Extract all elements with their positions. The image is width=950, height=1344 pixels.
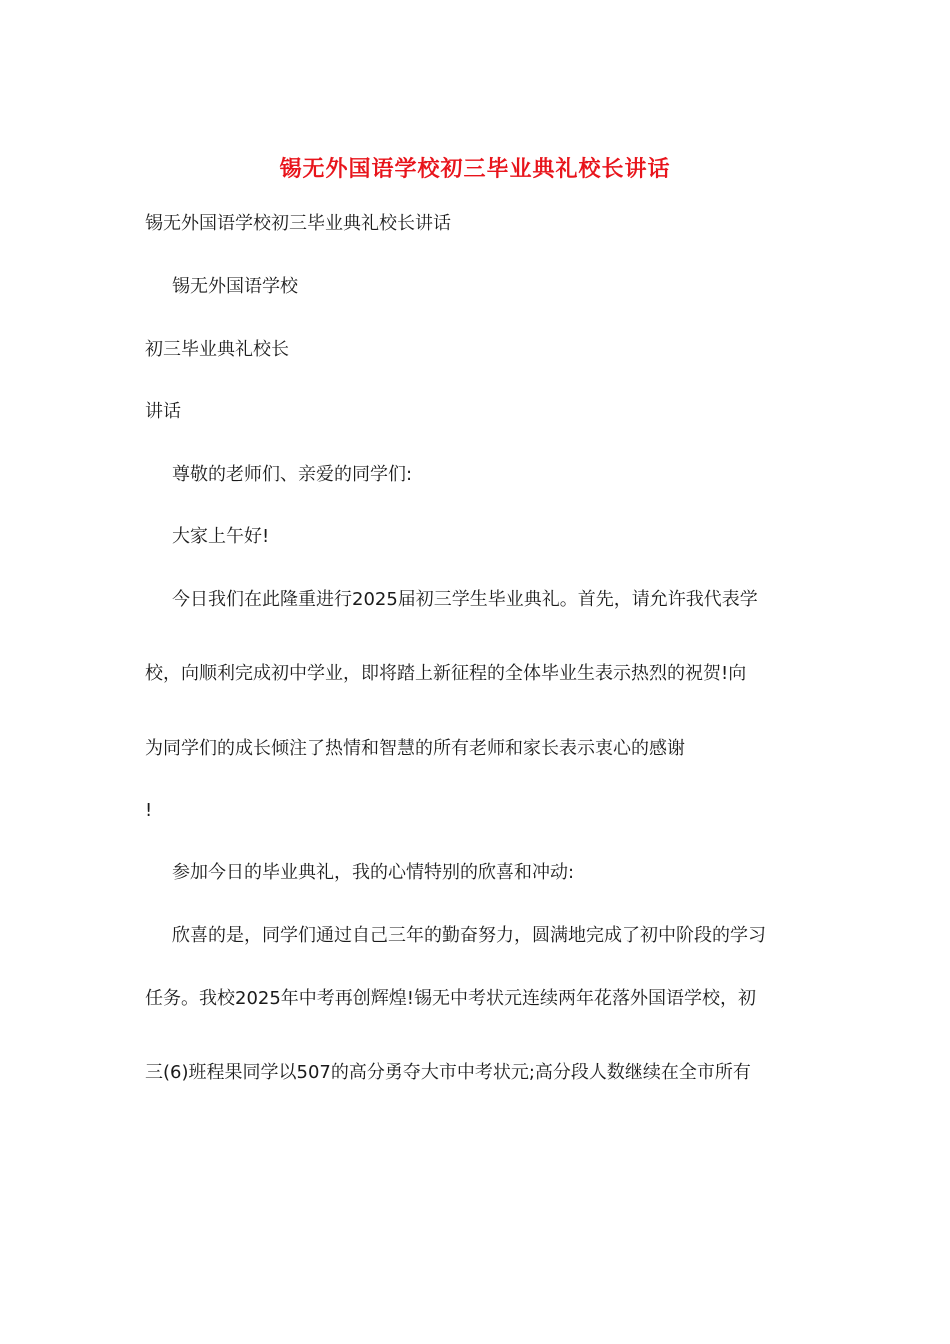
speech-line: 讲话 <box>145 401 181 422</box>
salutation-line: 尊敬的老师们、亲爱的同学们: <box>172 464 413 485</box>
paragraph-line: ! <box>145 800 153 821</box>
ceremony-line: 初三毕业典礼校长 <box>145 339 289 360</box>
paragraph-line: 欣喜的是，同学们通过自己三年的勤奋努力，圆满地完成了初中阶段的学习 <box>172 925 766 946</box>
school-name-line: 锡无外国语学校 <box>172 276 298 297</box>
document-title: 锡无外国语学校初三毕业典礼校长讲话 <box>279 156 671 182</box>
paragraph-line: 任务。我校2025年中考再创辉煌!锡无中考状元连续两年花落外国语学校，初 <box>145 988 757 1009</box>
paragraph-line: 为同学们的成长倾注了热情和智慧的所有老师和家长表示衷心的感谢 <box>145 738 685 759</box>
paragraph-line: 校，向顺利完成初中学业，即将踏上新征程的全体毕业生表示热烈的祝贺!向 <box>145 663 747 684</box>
paragraph-line: 三(6)班程果同学以507的高分勇夺大市中考状元;高分段人数继续在全市所有 <box>145 1062 751 1083</box>
paragraph-line: 今日我们在此隆重进行2025届初三学生毕业典礼。首先，请允许我代表学 <box>172 589 758 610</box>
paragraph-line: 参加今日的毕业典礼，我的心情特别的欣喜和冲动: <box>172 862 575 883</box>
subtitle-line: 锡无外国语学校初三毕业典礼校长讲话 <box>145 213 451 234</box>
greeting-line: 大家上午好! <box>172 526 270 547</box>
